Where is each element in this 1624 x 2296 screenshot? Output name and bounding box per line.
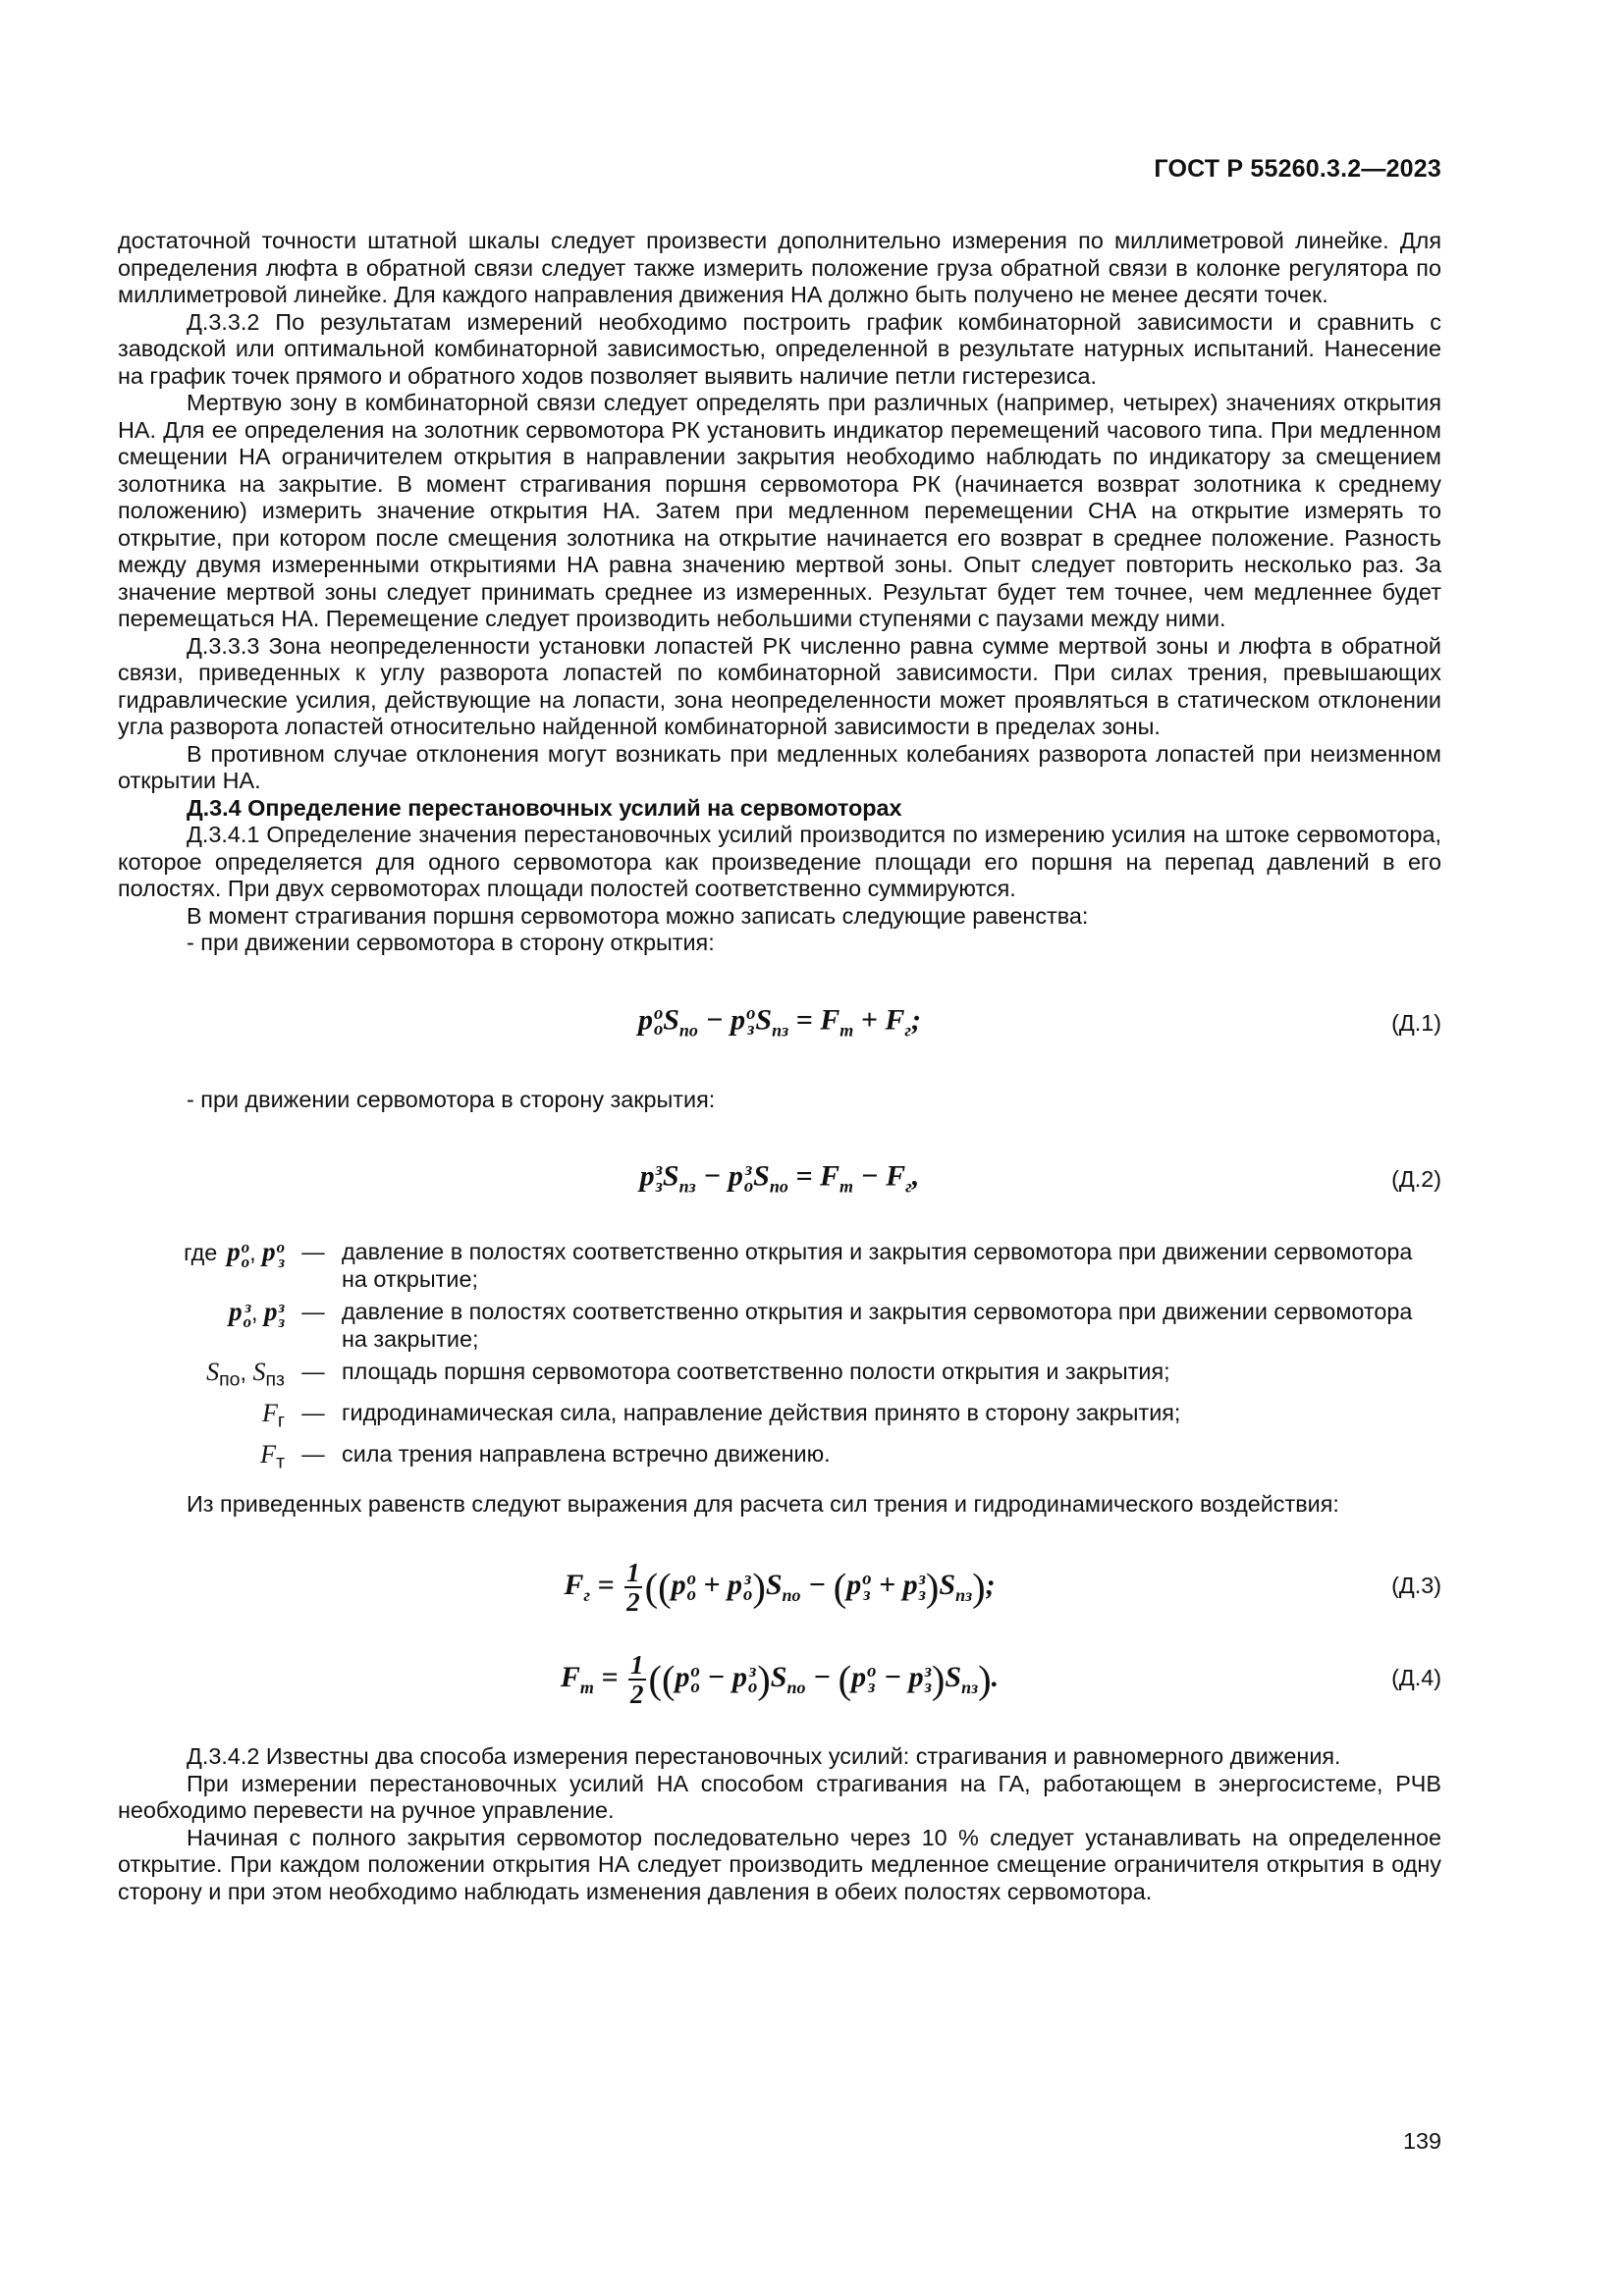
dash-item: - при движении сервомотора в сторону открытия: [187, 930, 715, 955]
legend-dash: — [301, 1359, 325, 1384]
legend-row [118, 1359, 1441, 1394]
legend-row [118, 1239, 1441, 1293]
paragraph: Д.3.4.2 Известны два способа измерения перестановочных усилий: страгивания и равномерного движения. [187, 1743, 1341, 1770]
page-number: 139 [1402, 2128, 1441, 2154]
paragraph: Из приведенных равенств следуют выражения для расчета сил трения и гидродинамического воздействия: [187, 1490, 1339, 1517]
legend-dash: — [301, 1239, 325, 1264]
formula-d3 [118, 1555, 1441, 1618]
legend-where: где [184, 1240, 218, 1265]
dash-item: - при движении сервомотора в сторону закрытия: [187, 1086, 716, 1112]
paragraph: Начиная с полного закрытия сервомотор последовательно через 10 % следует устанавливать на определенное открытие. При каждом положении открытия НА следует производить медленное смещение ограничителя открытия в одну сторону и при этом необходимо наблюдать изменения давления в обеих полостях сервомотора. [118, 1824, 1441, 1904]
paragraph: Д.3.3.2 По результатам измерений необходимо построить график комбинаторной зависимости и сравнить с заводской или оптимальной комбинаторной зависимостью, определенной в результате натурных испытаний. Нанесение на график точек прямого и обратного ходов позволяет выявить наличие петли гистерезиса. [118, 308, 1441, 389]
formula-number: (Д.3) [1391, 1573, 1441, 1599]
paragraph: Д.3.3.3 Зона неопределенности установки лопастей РК численно равна сумме мертвой зоны и люфта в обратной связи, приведенных к углу разворота лопастей по комбинаторной зависимости. При силах трения, превышающих гидравлические усилия, действующие на лопасти, зона неопределенности может проявляться в статическом отклонении угла разворота лопастей относительно найденной комбинаторной зависимости в пределах зоны. [118, 632, 1441, 739]
document-header: ГОСТ Р 55260.3.2—2023 [1154, 155, 1441, 183]
formula-number: (Д.1) [1391, 1009, 1441, 1036]
legend-symbol: $F_г$ [261, 1399, 285, 1432]
legend-text: давление в полостях соответственно открытия и закрытия сервомотора при движении сервомотора на закрытие; [342, 1299, 1413, 1352]
legend-symbol: p з о , p з з [229, 1297, 285, 1331]
legend-symbol: $F_т$ [260, 1440, 285, 1474]
formula-number: (Д.4) [1391, 1665, 1441, 1691]
formula-expression: $F_г$ = $\frac{1}{2}$ ((p о о + p з о )$S_{по} - (p$ о з + p з з )$S_{пз}$); [564, 1558, 996, 1618]
document-body [118, 228, 1441, 1905]
symbol-legend [118, 1239, 1441, 1477]
legend-dash: — [301, 1441, 325, 1468]
legend-dash: — [301, 1299, 325, 1324]
legend-row [118, 1400, 1441, 1435]
paragraph: Д.3.4.1 Определение значения перестановочных усилий производится по измерению усилия на штоке сервомотора, которое определяется для одного сервомотора как произведение площади его поршня на перепад давлений в его полостях. При двух сервомоторах площади полостей соответственно суммируются. [118, 822, 1441, 901]
legend-text: гидродинамическая сила, направление действия принято в сторону закрытия; [342, 1400, 1181, 1426]
formula-d4 [118, 1647, 1441, 1710]
paragraph: При измерении перестановочных усилий НА способом страгивания на ГА, работающем в энергосистеме, РЧВ необходимо перевести на ручное управление. [118, 1770, 1441, 1824]
paragraph: В противном случае отклонения могут возникать при медленных колебаниях разворота лопастей при неизменном открытии НА. [118, 740, 1441, 793]
formula-number: (Д.2) [1391, 1166, 1441, 1192]
formula-expression: $F_т$ = $\frac{1}{2}$ ((p о о − p з о )$S_{по} - (p$ о з − p з з )$S_{пз}$). [560, 1650, 1000, 1710]
legend-dash: — [301, 1400, 325, 1426]
section-heading: Д.3.4 Определение перестановочных усилий на сервомоторах [187, 794, 902, 821]
formula-d1 [118, 1002, 1441, 1049]
formula-expression: p о о $S_{по} - p$ о з $S_{пз} = F_т + F_г$; [637, 1002, 922, 1041]
legend-symbol: $S_{по}$, $S_{пз}$ [206, 1358, 285, 1391]
formula-expression: p з з $S_{пз} - p$ з о $S_{по} = F_т - F_г$, [639, 1159, 920, 1197]
formula-d2 [118, 1158, 1441, 1205]
legend-text: площадь поршня сервомотора соответственно полости открытия и закрытия; [342, 1359, 1170, 1384]
legend-row [118, 1441, 1441, 1476]
legend-text: сила трения направлена встречно движению. [342, 1441, 831, 1468]
legend-text: давление в полостях соответственно открытия и закрытия сервомотора при движении сервомотора на открытие; [342, 1239, 1413, 1292]
paragraph: В момент страгивания поршня сервомотора можно записать следующие равенства: [187, 902, 1089, 929]
paragraph: Мертвую зону в комбинаторной связи следует определять при различных (например, четырех) значениях открытия НА. Для ее определения на золотник сервомотора РК установить индикатор перемещений часового типа. При медленном смещении НА ограничителем открытия в направлении закрытия необходимо наблюдать по индикатору за смещением золотника на закрытие. В момент страгивания поршня сервомотора РК (начинается возврат золотника к среднему положению) измерить значение открытия НА. Затем при медленном перемещении СНА на открытие измерять то открытие, при котором после смещения золотника на открытие начинается его возврат в среднее положение. Разность между двумя измеренными открытиями НА равна значению мертвой зоны. Опыт следует повторить несколько раз. За значение мертвой зоны следует принимать среднее из измеренных. Результат будет тем точнее, чем медленнее будет перемещаться НА. Перемещение следует производить небольшими ступенями с паузами между ними. [118, 390, 1441, 631]
legend-symbol: где p о о , p о з [184, 1237, 285, 1271]
paragraph: достаточной точности штатной шкалы следует произвести дополнительно измерения по миллиметровой линейке. Для определения люфта в обратной связи следует также измерить положение груза обратной связи в колонке регулятора по миллиметровой линейке. Для каждого направления движения НА должно быть получено не менее десяти точек. [118, 228, 1441, 307]
legend-row [118, 1299, 1441, 1353]
